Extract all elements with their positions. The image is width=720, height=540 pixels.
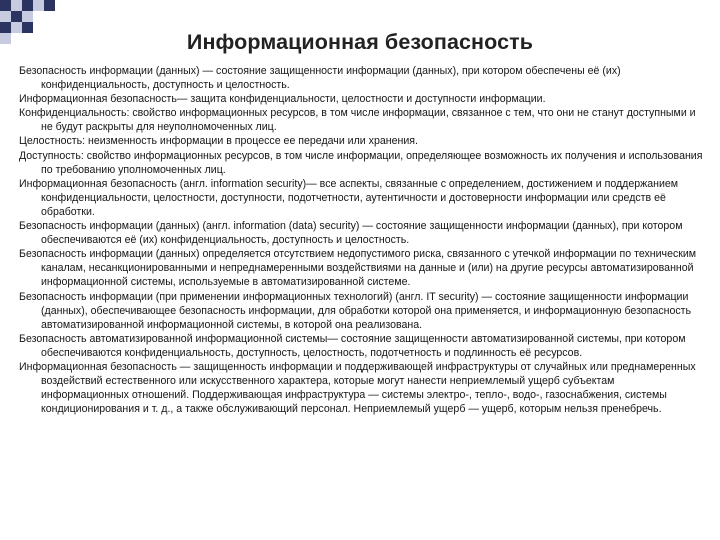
paragraph-automated-system-security: Безопасность автоматизированной информационной системы— состояние защищенности автоматизированной системы, при котором обеспечиваются конфиденциальность, доступность, целостность, подотчетность и подлинность её ресурсов. xyxy=(19,332,686,359)
definitions-list xyxy=(19,64,703,416)
paragraph-confidentiality: Конфиденциальность: свойство информационных ресурсов, в том числе информации, связанное с тем, что они не станут доступными и не будут раскрыты для неуполномоченных лиц. xyxy=(19,107,696,134)
paragraph-infosec-definition: Информационная безопасность— защита конфиденциальности, целостности и доступности информации. xyxy=(19,93,546,106)
decor-square xyxy=(22,0,33,11)
decor-square xyxy=(44,0,55,11)
decor-square xyxy=(0,11,11,22)
decor-square xyxy=(11,0,22,11)
decor-square xyxy=(22,11,33,22)
paragraph-integrity: Целостность: неизменность информации в процессе ее передачи или хранения. xyxy=(19,135,418,148)
paragraph-infrastructure-protection: Информационная безопасность — защищенность информации и поддерживающей инфраструктуры от случайных или преднамеренных воздействий естественного или искусственного характера, которые могут нанести неприемлемый ущерб субъектам информационных отношений. Поддерживающая инфраструктура — системы электро-, тепло-, водо-, газоснабжения, системы кондиционирования и т. д., а также обслуживающий персонал. Неприемлемый ущерб — ущерб, которым нельзя пренебречь. xyxy=(19,360,696,416)
decor-square xyxy=(0,0,11,11)
paragraph-risk-definition: Безопасность информации (данных) определяется отсутствием недопустимого риска, связанного с утечкой информации по техническим каналам, несанкционированными и непреднамеренными воздействиями на данные и (или) на другие ресурсы автоматизированной информационной системы, используемые в автоматизированной системе. xyxy=(19,248,697,289)
paragraph-information-security-en: Информационная безопасность (англ. information security)— все аспекты, связанные с определением, достижением и поддержанием конфиденциальности, целостности, доступности, подотчетности, аутентичности и достоверности информации или средств её обработки. xyxy=(19,177,679,218)
decor-square xyxy=(11,11,22,22)
paragraph-availability: Доступность: свойство информационных ресурсов, в том числе информации, определяющее возможность их получения и использования по требованию уполномоченных лиц. xyxy=(19,149,703,176)
paragraph-it-security: Безопасность информации (при применении информационных технологий) (англ. IT security) — состояние защищенности информации (данных), обеспечивающее безопасность информации, для обработки которой она применяется, и информационную безопасность автоматизированной информационной системы, в которой она реализована. xyxy=(19,290,692,331)
paragraph-data-security-en: Безопасность информации (данных) (англ. information (data) security) — состояние защищенности информации (данных), при котором обеспечиваются её (их) конфиденциальность, доступность и целостность. xyxy=(19,220,683,247)
decor-square xyxy=(33,0,44,11)
slide-title: Информационная безопасность xyxy=(186,30,534,54)
paragraph-data-security-definition: Безопасность информации (данных) — состояние защищенности информации (данных), при котором обеспечены её (их) конфиденциальность, доступность и целостность. xyxy=(19,65,621,92)
